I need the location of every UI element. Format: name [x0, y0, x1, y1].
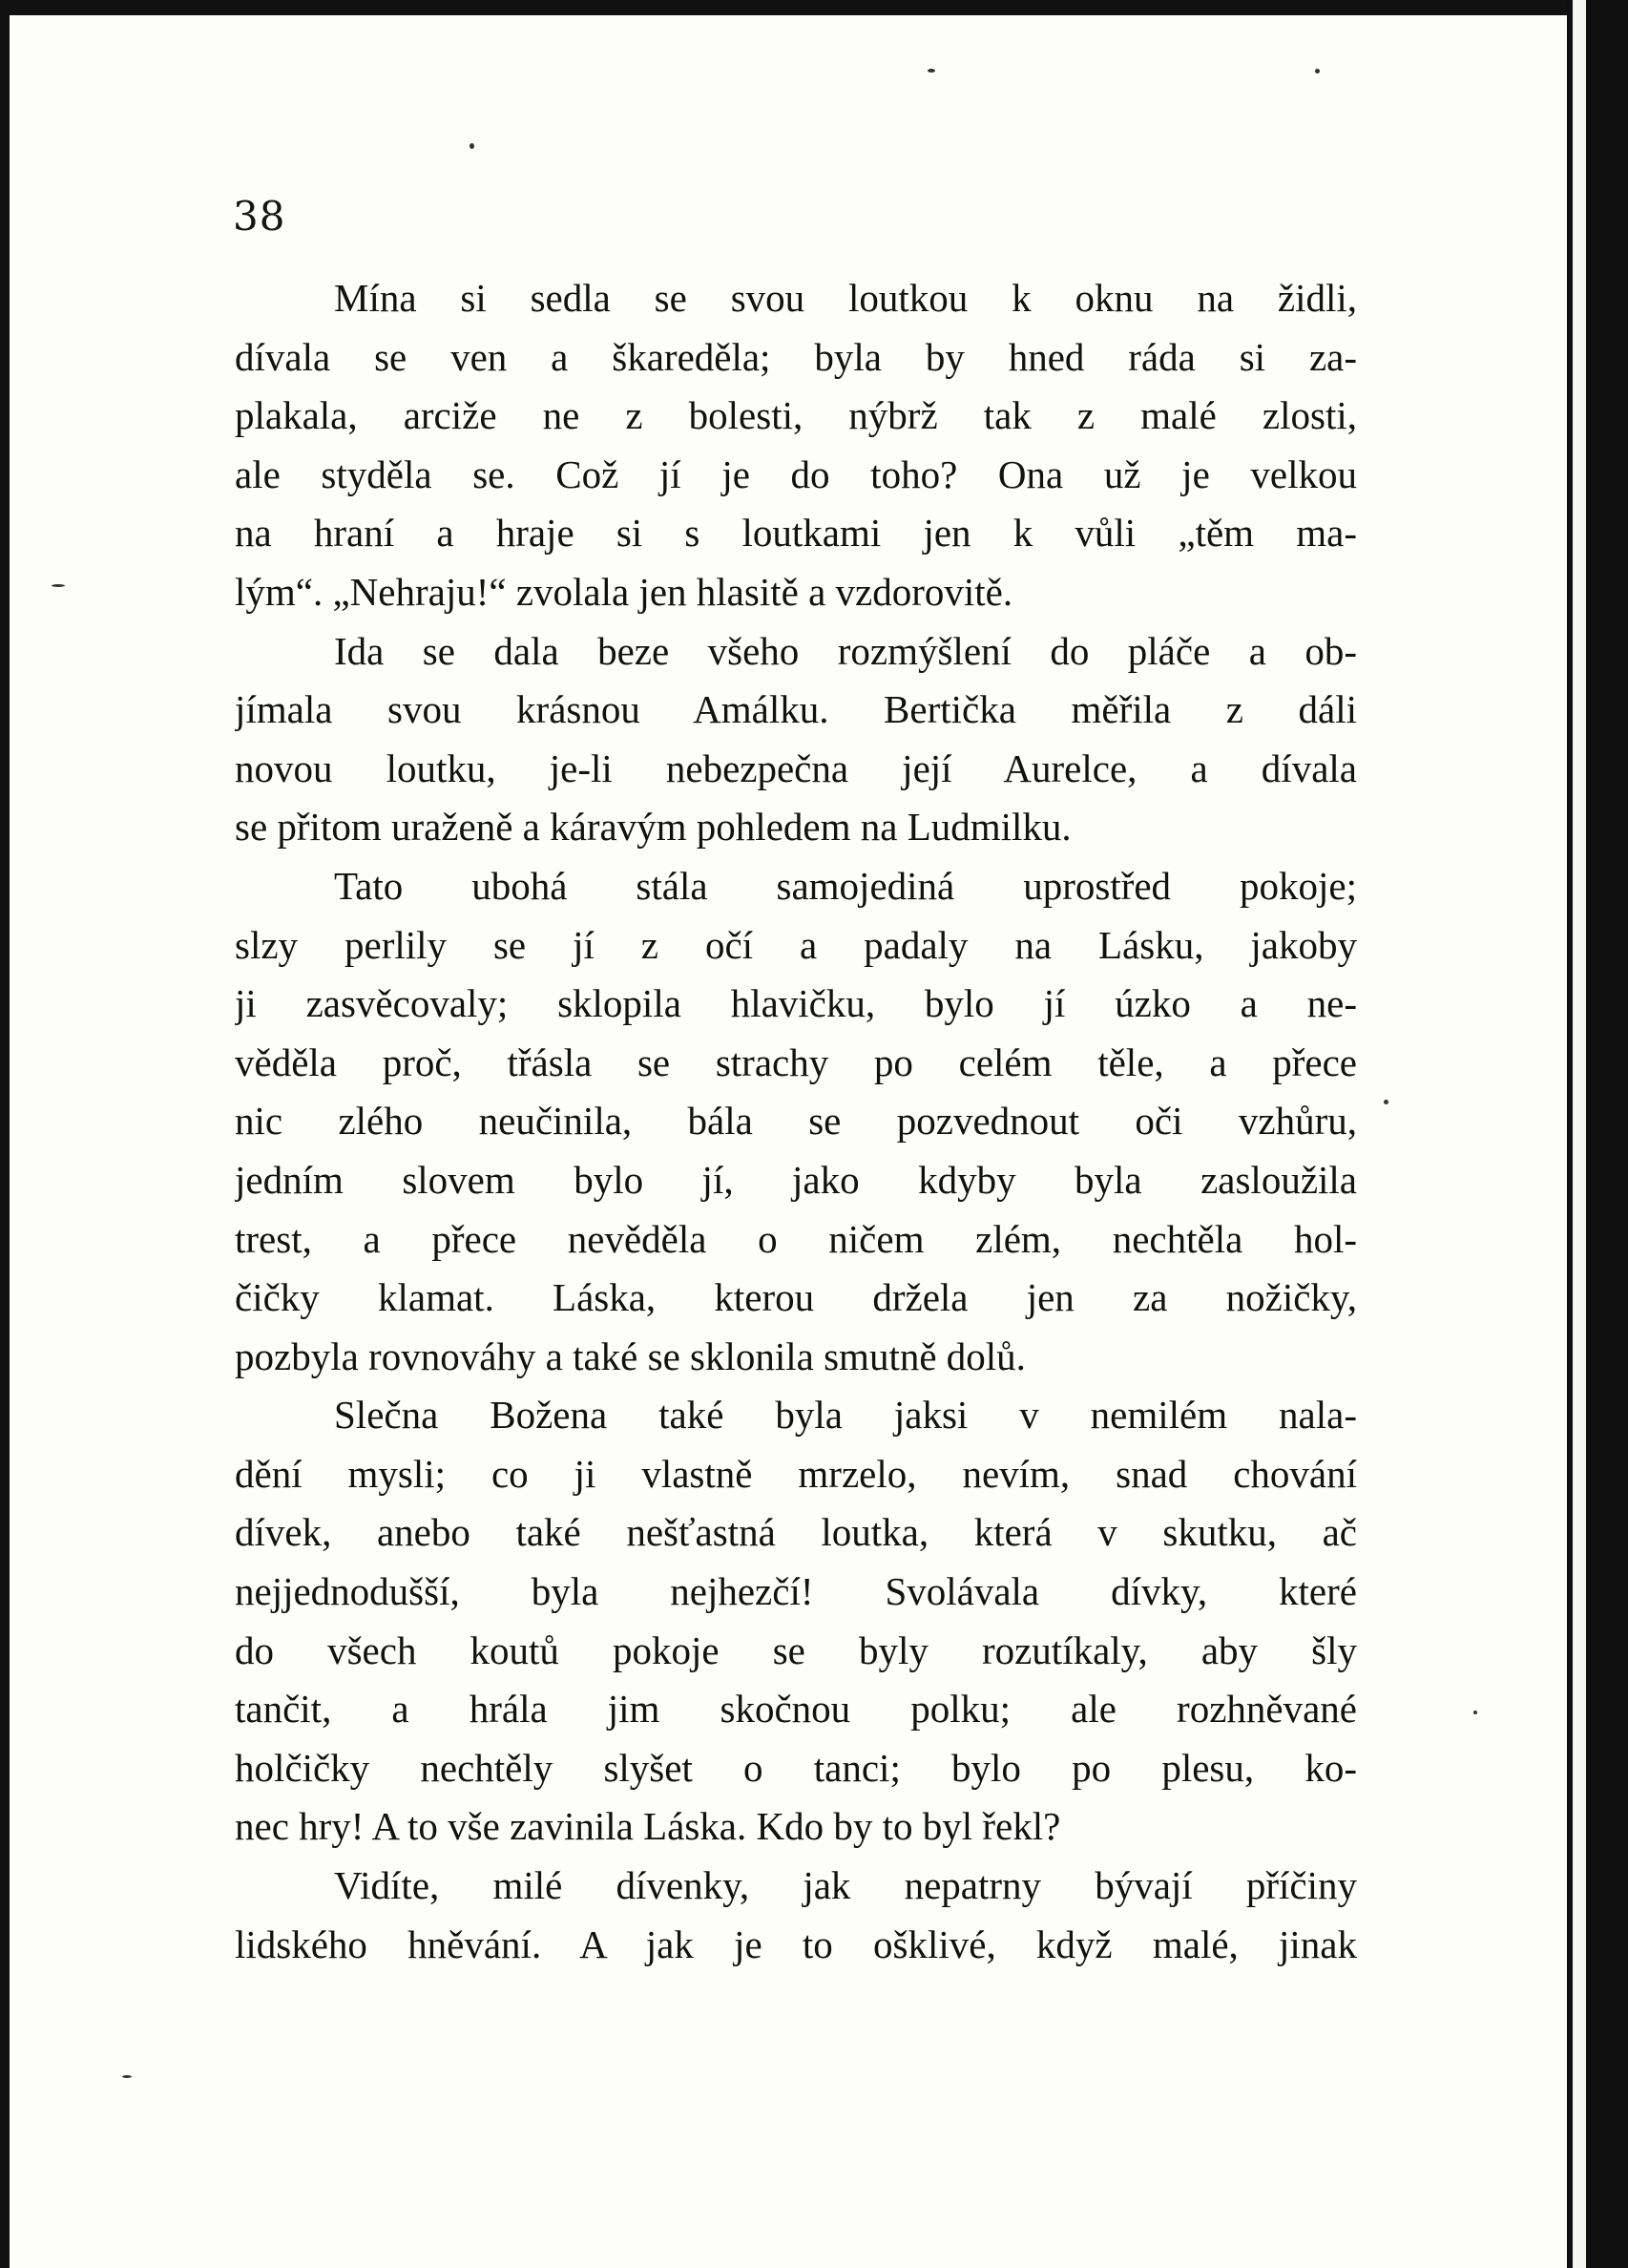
- text-line: dívek, anebo také nešťastná loutka, která v skutku, ač: [235, 1510, 1357, 1555]
- text-line: dívala se ven a škareděla; byla by hned ráda si za-: [235, 334, 1357, 379]
- text-line: čičky klamat. Láska, kterou držela jen za nožičky,: [235, 1275, 1357, 1320]
- text-line: jedním slovem bylo jí, jako kdyby byla zasloužila: [235, 1157, 1357, 1202]
- text-line: lidského hněvání. A jak je to ošklivé, když malé, jinak: [235, 1922, 1357, 1966]
- text-line: Mína si sedla se svou loutkou k oknu na židli,: [334, 276, 1357, 320]
- text-line: nic zlého neučinila, bála se pozvednout oči vzhůru,: [235, 1099, 1357, 1144]
- text-line: holčičky nechtěly slyšet o tanci; bylo po plesu, ko-: [235, 1745, 1357, 1790]
- text-line: pozbyla rovnováhy a také se sklonila smutně dolů.: [235, 1334, 1026, 1378]
- text-line: Vidíte, milé dívenky, jak nepatrny bývají příčiny: [334, 1863, 1357, 1908]
- text-line: dění mysli; co ji vlastně mrzelo, nevím, snad chování: [235, 1451, 1357, 1496]
- text-line: plakala, arciže ne z bolesti, nýbrž tak z malé zlosti,: [235, 393, 1357, 438]
- text-line: na hraní a hraje si s loutkami jen k vůli „těm ma-: [235, 511, 1357, 556]
- page-edge-strip: [1573, 0, 1586, 2268]
- text-line: Ida se dala beze všeho rozmýšlení do pláče a ob-: [334, 628, 1357, 673]
- text-line: nec hry! A to vše zavinila Láska. Kdo by to byl řekl?: [235, 1804, 1061, 1849]
- text-line: jímala svou krásnou Amálku. Bertička měřila z dáli: [235, 687, 1357, 732]
- text-line: Tato ubohá stála samojediná uprostřed pokoje;: [334, 863, 1357, 908]
- scan-speck: [1384, 1100, 1388, 1104]
- scan-border-top: [0, 0, 1628, 15]
- text-line: do všech koutů pokoje se byly rozutíkaly, aby šly: [235, 1628, 1357, 1672]
- text-line: slzy perlily se jí z očí a padaly na Lásku, jakoby: [235, 922, 1357, 967]
- scan-speck: [470, 143, 474, 149]
- text-line: ji zasvěcovaly; sklopila hlavičku, bylo jí úzko a ne-: [235, 981, 1357, 1026]
- scan-border-left: [0, 0, 10, 2268]
- text-line: ale styděla se. Což jí je do toho? Ona už je velkou: [235, 452, 1357, 496]
- page-number: 38: [233, 193, 286, 240]
- text-line: tančit, a hrála jim skočnou polku; ale rozhněvané: [235, 1687, 1357, 1732]
- text-line: Slečna Božena také byla jaksi v nemilém nala-: [334, 1393, 1357, 1438]
- text-line: se přitom uraženě a káravým pohledem na Ludmilku.: [235, 805, 1072, 850]
- scan-speck: [52, 584, 65, 587]
- text-line: lým“. „Nehraju!“ zvolala jen hlasitě a vzdorovitě.: [235, 569, 1013, 614]
- text-line: věděla proč, třásla se strachy po celém těle, a přece: [235, 1040, 1357, 1084]
- scan-speck: [122, 2075, 132, 2078]
- text-line: nejjednodušší, byla nejhezčí! Svolávala dívky, které: [235, 1569, 1357, 1614]
- scan-speck: [928, 69, 935, 73]
- body-text: [235, 269, 1357, 1974]
- text-line: novou loutku, je-li nebezpečna její Aurelce, a dívala: [235, 746, 1357, 790]
- text-line: trest, a přece nevěděla o ničem zlém, nechtěla hol-: [235, 1216, 1357, 1261]
- scan-speck: [1473, 1711, 1477, 1714]
- scan-speck: [1315, 69, 1320, 74]
